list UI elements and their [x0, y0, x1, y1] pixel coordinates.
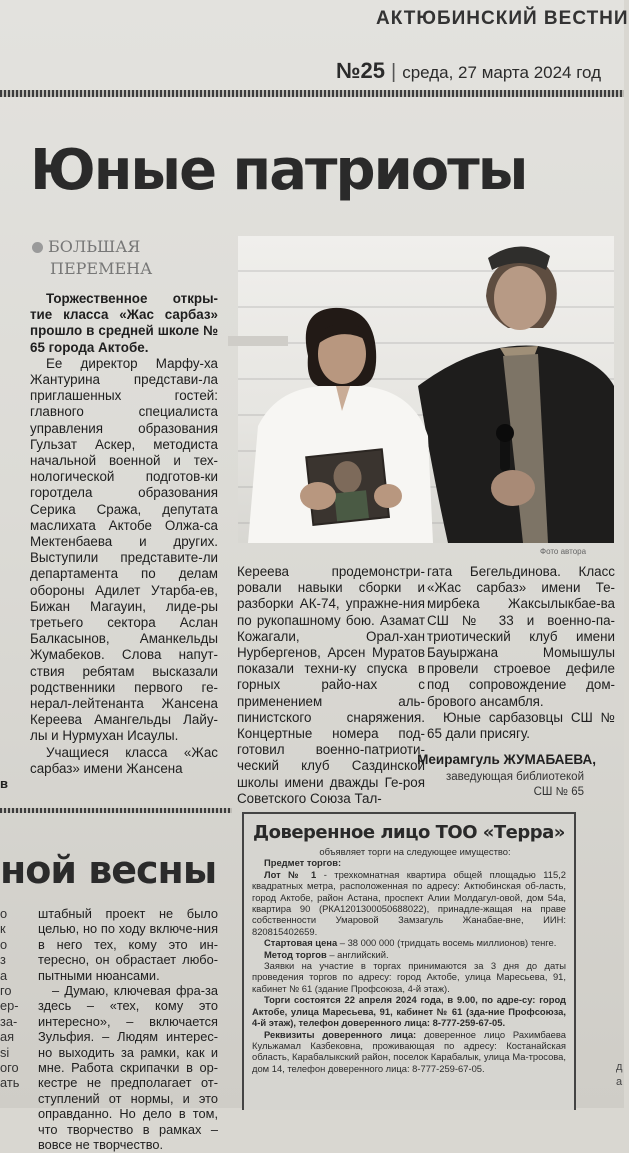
fragment: а — [0, 967, 8, 983]
rubric — [32, 236, 152, 280]
ad-method-label: Метод торгов — [264, 948, 327, 960]
top-rule — [0, 90, 624, 97]
article-column-1 — [30, 291, 218, 777]
author-role — [400, 770, 584, 800]
ad-requisites — [252, 1029, 566, 1075]
article-paragraph: штабный проект не было целью, но по ходу включе-ния в него тех, кому это ин-тересно, он обрастает любо-пытными нюансами. — [38, 906, 218, 983]
fragment: го — [0, 982, 12, 998]
article-column-2 — [237, 564, 425, 807]
ad-auction — [252, 994, 566, 1028]
fragment: а — [616, 1076, 623, 1088]
issue-date: среда, 27 марта 2024 год — [402, 63, 602, 82]
photo-people-illustration — [238, 236, 614, 543]
article-paragraph: Юные сарбазовцы СШ № 65 дали присягу. — [427, 709, 615, 742]
ad-subject — [252, 857, 566, 868]
ad-lot-text: - трехкомнатная квартира общей площадью 115,2 квадратных метра, расположенная по адресу: Актюбинская об-ласть, город Актобе, район Астана, проспект Алии Молдагул-овой, дом 54а, квартира 90 (РКА1201300050688022), принадле-жащая на праве собственности Умаровой Замзагуль Жанабае-вне, ИИН: 820815402659. — [252, 868, 566, 937]
article-column-3 — [427, 564, 615, 742]
ad-subject-label: Предмет торгов: — [264, 857, 342, 869]
cut-off-letter: в — [0, 776, 8, 791]
ad-requisites-label: Реквизиты доверенного лица: — [264, 1028, 417, 1040]
author-role-line: заведующая библиотекой — [445, 771, 584, 783]
article-paragraph: Кереева продемонстри-ровали навыки сборки и разборки АК-74, упражне-ния по рукопашному бою. Азамат Кожагали, Орал-хан Нурбергенов, Арсен Муратов показали техни-ку спуска в горных райо-нах с применением аль-пинистского снаряжения. Концертные номера под-готовил военно-патриоти-ческий клуб Саздинской школы имени дважды Ге-роя Советского Союза Тал- — [237, 564, 425, 806]
photo-credit: Фото автора — [540, 547, 587, 556]
fragment: з — [0, 952, 6, 968]
article-paragraph: – Думаю, ключевая фра-за здесь – «тех, кому это интересно», – включается Зульфия. – Людям интерес-но выходить за рамки, как и мне. Работа скрипачки в ор-кестре не предполагает от-ступлений от нормы, и это оправданно. Но дело в том, что творчество в рамках – вовсе не творчество. — [38, 983, 218, 1153]
fragment: о — [0, 906, 8, 921]
ad-price — [252, 937, 566, 948]
author-role-line: СШ № 65 — [533, 786, 584, 798]
article-paragraph: Ее директор Марфу-ха Жантурина представи-ла приглашенных гостей: главного специалиста управления образования Гульзат Аскер, методиста начальной военной и тех-нологической подготов-ки горотдела образования Серика Сража, депутата маслихата Актобе Олжа-са Мектенбаева и других. Выступили представите-ли департамента по делам обороны Адилет Утарба-ев, Бижан Магауин, лиде-ры третьего сектора Аслан Балкасынов, Аманкельды Жумабеков. Слова напут-ствия ребятам высказали родственники первого ге-нерал-лейтенанта Жансена Кереева Амангельды Лайу-лы и Нурмухан Исаулы. — [30, 355, 218, 744]
issue-separator: | — [391, 61, 397, 83]
article-paragraph: гата Бегельдинова. Класс «Жас сарбаз» имени Те-мирбека Жаксылыкбае-ва СШ № 33 и военно-па-триотический клуб имени Бауыржана Момышулы провели строевое дефиле под сопровождение дом-брового ансамбля. — [427, 564, 615, 709]
fragment: за- — [0, 1013, 18, 1029]
advertisement-box — [242, 812, 576, 1110]
ad-requisites-text: доверенное лицо Рахимбаева Кульжамал Казбековна, проживающая по адресу: Костанайская область, Карабалыкский район, поселок Карабалык, улица Ма-тросова, дом 14, телефон доверенного лица: 8-777-259-67-05. — [252, 1028, 566, 1074]
cut-off-column-fragments — [0, 906, 20, 1091]
ad-announcement: объявляет торги на следующее имущество: — [319, 846, 511, 857]
article-lead: Торжественное откры-тие класса «Жас сарбаз» прошло в средней школе № 65 города Актобе. — [30, 291, 218, 355]
fragment: ая — [0, 1029, 15, 1045]
ad-method — [252, 949, 566, 960]
ad-price-text: – 38 000 000 (тридцать восемь миллионов) тенге. — [339, 937, 557, 949]
rubric-line-1: БОЛЬШАЯ — [48, 237, 141, 256]
ad-title: Доверенное лицо ТОО «Терра» — [253, 822, 565, 843]
ad-price-label: Стартовая цена — [264, 937, 338, 949]
ad-lot-label: Лот № 1 — [264, 868, 317, 880]
fragment: ер- — [0, 998, 19, 1014]
issue-info — [336, 58, 601, 84]
section-rule — [0, 808, 232, 813]
rubric-bullet-icon — [32, 242, 43, 253]
second-article-headline: ной весны — [0, 848, 217, 892]
ad-body — [244, 843, 574, 1074]
fragment: ого — [0, 1059, 19, 1075]
author-name: Меирамгуль ЖУМАБАЕВА, — [417, 752, 596, 767]
fragment: д — [616, 1061, 623, 1073]
article-headline: Юные патриоты — [30, 138, 527, 203]
fragment: ать — [0, 1075, 20, 1091]
issue-number: №25 — [336, 58, 385, 83]
ad-method-text: – английский. — [329, 948, 389, 960]
fragment: к — [0, 921, 6, 937]
fragment: о — [0, 936, 8, 952]
newspaper-title: АКТЮБИНСКИЙ ВЕСТНИ — [376, 8, 629, 29]
rubric-line-2: ПЕРЕМЕНА — [50, 259, 153, 278]
article-photo — [238, 236, 614, 543]
ad-lot — [252, 869, 566, 937]
ad-applications: Заявки на участие в торгах принимаются за 3 дня до даты проведения торгов по адресу: город Актобе, улица Маресьева, 91, кабинет № 61 (здание Профсоюза, 4-й этаж). — [252, 960, 566, 994]
right-edge-fragments — [616, 1060, 624, 1090]
fragment: si — [0, 1044, 10, 1060]
ad-auction-text: Торги состоятся 22 апреля 2024 года, в 9.00, по адре-су: город Актобе, улица Маресьева, 91, кабинет № 61 (зда-ние Профсоюза, 4-й этаж), телефон доверенного лица: 8-777-259-67-05. — [252, 994, 566, 1029]
second-article-column — [38, 906, 218, 1153]
article-paragraph: Учащиеся класса «Жас сарбаз» имени Жансена — [30, 744, 218, 776]
